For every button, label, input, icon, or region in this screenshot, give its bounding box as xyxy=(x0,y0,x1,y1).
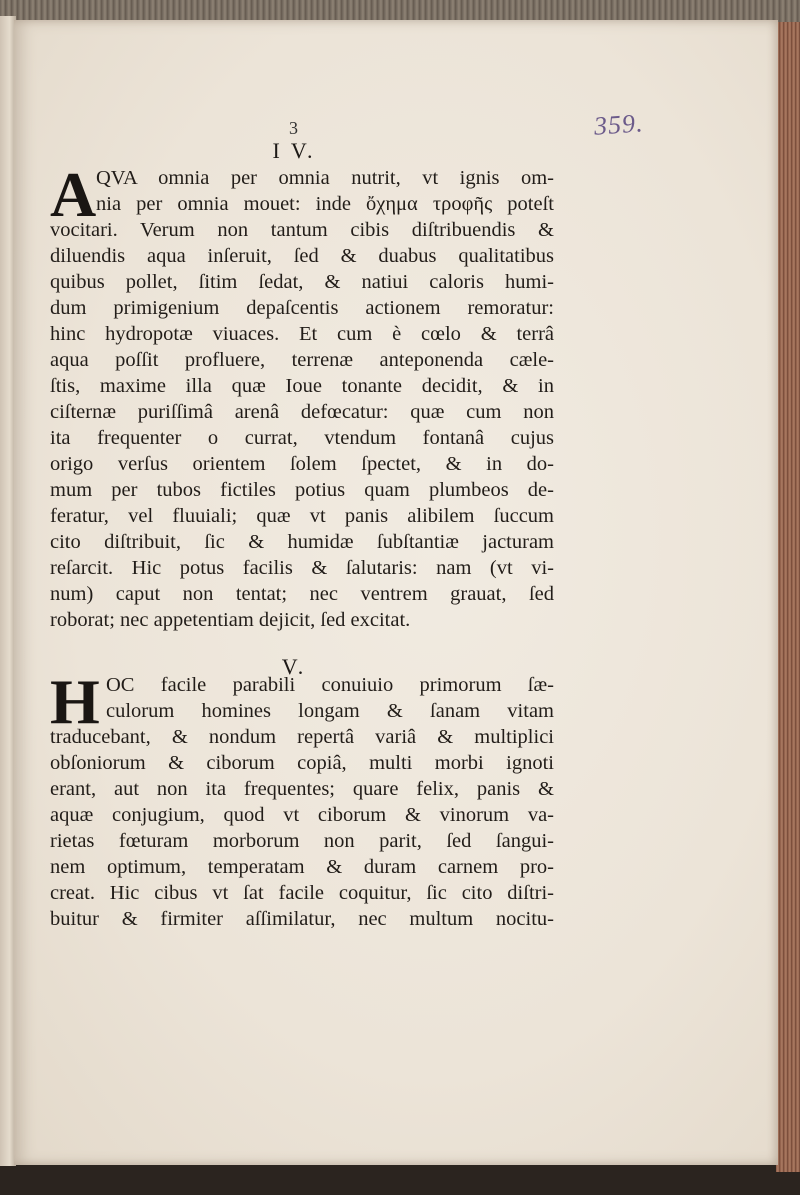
text-line: hinc hydropotæ viuaces. Et cum è cœlo & terrâ xyxy=(50,323,554,345)
text-line: reſarcit. Hic potus facilis & ſalutaris: nam (vt vi- xyxy=(50,557,554,579)
text-line: mum per tubos fictiles potius quam plumbeos de- xyxy=(50,479,554,501)
text-line: QVA omnia per omnia nutrit, vt ignis om- xyxy=(96,167,554,189)
book-page xyxy=(14,20,778,1165)
text-line: nia per omnia mouet: inde ὄχημα τροφῆς poteſt xyxy=(96,193,554,215)
text-line: quibus pollet, ſitim ſedat, & natiui caloris humi- xyxy=(50,271,554,293)
section-heading-v: V. xyxy=(281,654,307,679)
text-line: cito diſtribuit, ſic & humidæ ſubſtantiæ jacturam xyxy=(50,531,554,553)
text-line: vocitari. Verum non tantum cibis diſtribuendis & xyxy=(50,219,554,241)
dropcap-h: H xyxy=(50,666,100,737)
text-line: obſoniorum & ciborum copiâ, multi morbi ignoti xyxy=(50,752,554,774)
text-line: origo verſus orientem ſolem ſpectet, & in do- xyxy=(50,453,554,475)
text-line: dum primigenium depaſcentis actionem remoratur: xyxy=(50,297,554,319)
text-line: buitur & firmiter aſſimilatur, nec multum nocitu- xyxy=(50,908,554,930)
text-line: feratur, vel fluuiali; quæ vt panis alibilem ſuccum xyxy=(50,505,554,527)
text-line: rietas fœturam morborum non parit, ſed ſangui- xyxy=(50,830,554,852)
text-line: aquæ conjugium, quod vt ciborum & vinorum va- xyxy=(50,804,554,826)
text-line: creat. Hic cibus vt ſat facile coquitur, ſic cito diſtri- xyxy=(50,882,554,904)
page-fore-edge xyxy=(776,22,800,1172)
text-line: OC facile parabili conuiuio primorum ſæ- xyxy=(106,674,554,696)
text-line: ſtis, maxime illa quæ Ioue tonante decidit, & in xyxy=(50,375,554,397)
text-line: aqua poſſit profluere, terrenæ anteponenda cæle- xyxy=(50,349,554,371)
text-line: ita frequenter o currat, vtendum fontanâ cujus xyxy=(50,427,554,449)
text-line: num) caput non tentat; nec ventrem grauat, ſed xyxy=(50,583,554,605)
text-line: culorum homines longam & ſanam vitam xyxy=(106,700,554,722)
text-line: erant, aut non ita frequentes; quare felix, panis & xyxy=(50,778,554,800)
dropcap-a: A xyxy=(50,159,97,230)
handwritten-folio-number: 359. xyxy=(593,108,645,141)
text-line: roborat; nec appetentiam dejicit, ſed excitat. xyxy=(50,609,411,631)
text-line: diluendis aqua inſeruit, ſed & duabus qualitatibus xyxy=(50,245,554,267)
text-line: nem optimum, temperatam & duram carnem pro- xyxy=(50,856,554,878)
section-heading-iv: I V. xyxy=(272,138,316,163)
signature-mark: 3 xyxy=(289,118,298,138)
text-line: ciſternæ puriſſimâ arenâ defœcatur: quæ cum non xyxy=(50,401,554,423)
text-line: traducebant, & nondum repertâ variâ & multiplici xyxy=(50,726,554,748)
